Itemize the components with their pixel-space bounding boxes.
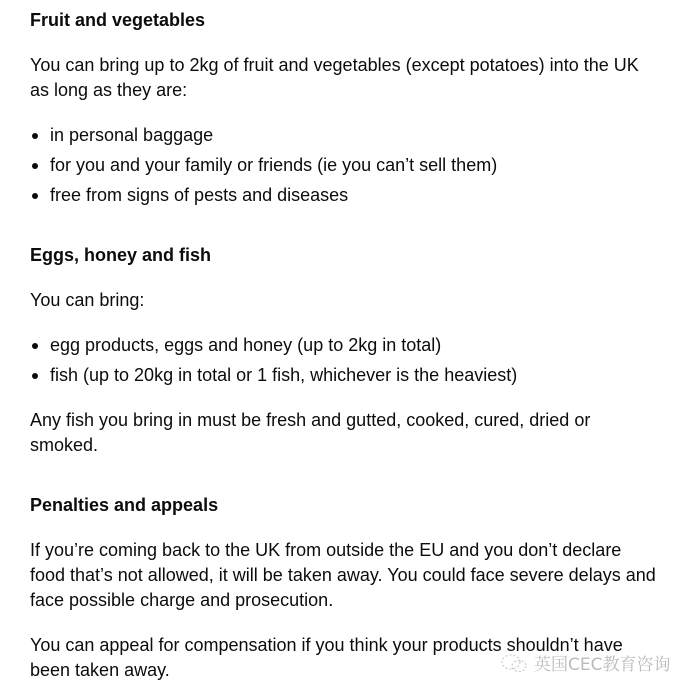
- bullet-list: [30, 333, 660, 393]
- paragraph: Any fish you bring in must be fresh and gutted, cooked, cured, dried or smoked.: [30, 410, 591, 455]
- watermark: [500, 650, 670, 675]
- watermark-text: 英国CEC教育咨询: [534, 655, 671, 675]
- paragraph: You can bring:: [30, 290, 145, 310]
- heading-eggs-honey-fish: Eggs, honey and fish: [30, 245, 212, 265]
- paragraph: You can appeal for compensation if you think your products shouldn’t have been taken away.: [30, 635, 623, 680]
- wechat-icon: [500, 653, 528, 673]
- paragraph: If you’re coming back to the UK from outside the EU and you don’t declare food that’s not allowed, it will be taken away. You could face severe delays and face possible charge and prosecution.: [30, 540, 656, 610]
- list-item: in personal baggage: [30, 123, 660, 153]
- bullet-list: [30, 123, 660, 213]
- list-item: fish (up to 20kg in total or 1 fish, whichever is the heaviest): [30, 363, 660, 393]
- list-item: free from signs of pests and diseases: [30, 183, 660, 213]
- heading-fruit-and-vegetables: Fruit and vegetables: [30, 10, 206, 30]
- list-item: egg products, eggs and honey (up to 2kg in total): [30, 333, 660, 363]
- list-item: for you and your family or friends (ie you can’t sell them): [30, 153, 660, 183]
- heading-penalties-and-appeals: Penalties and appeals: [30, 495, 219, 515]
- paragraph: You can bring up to 2kg of fruit and vegetables (except potatoes) into the UK as long as they are:: [30, 55, 639, 100]
